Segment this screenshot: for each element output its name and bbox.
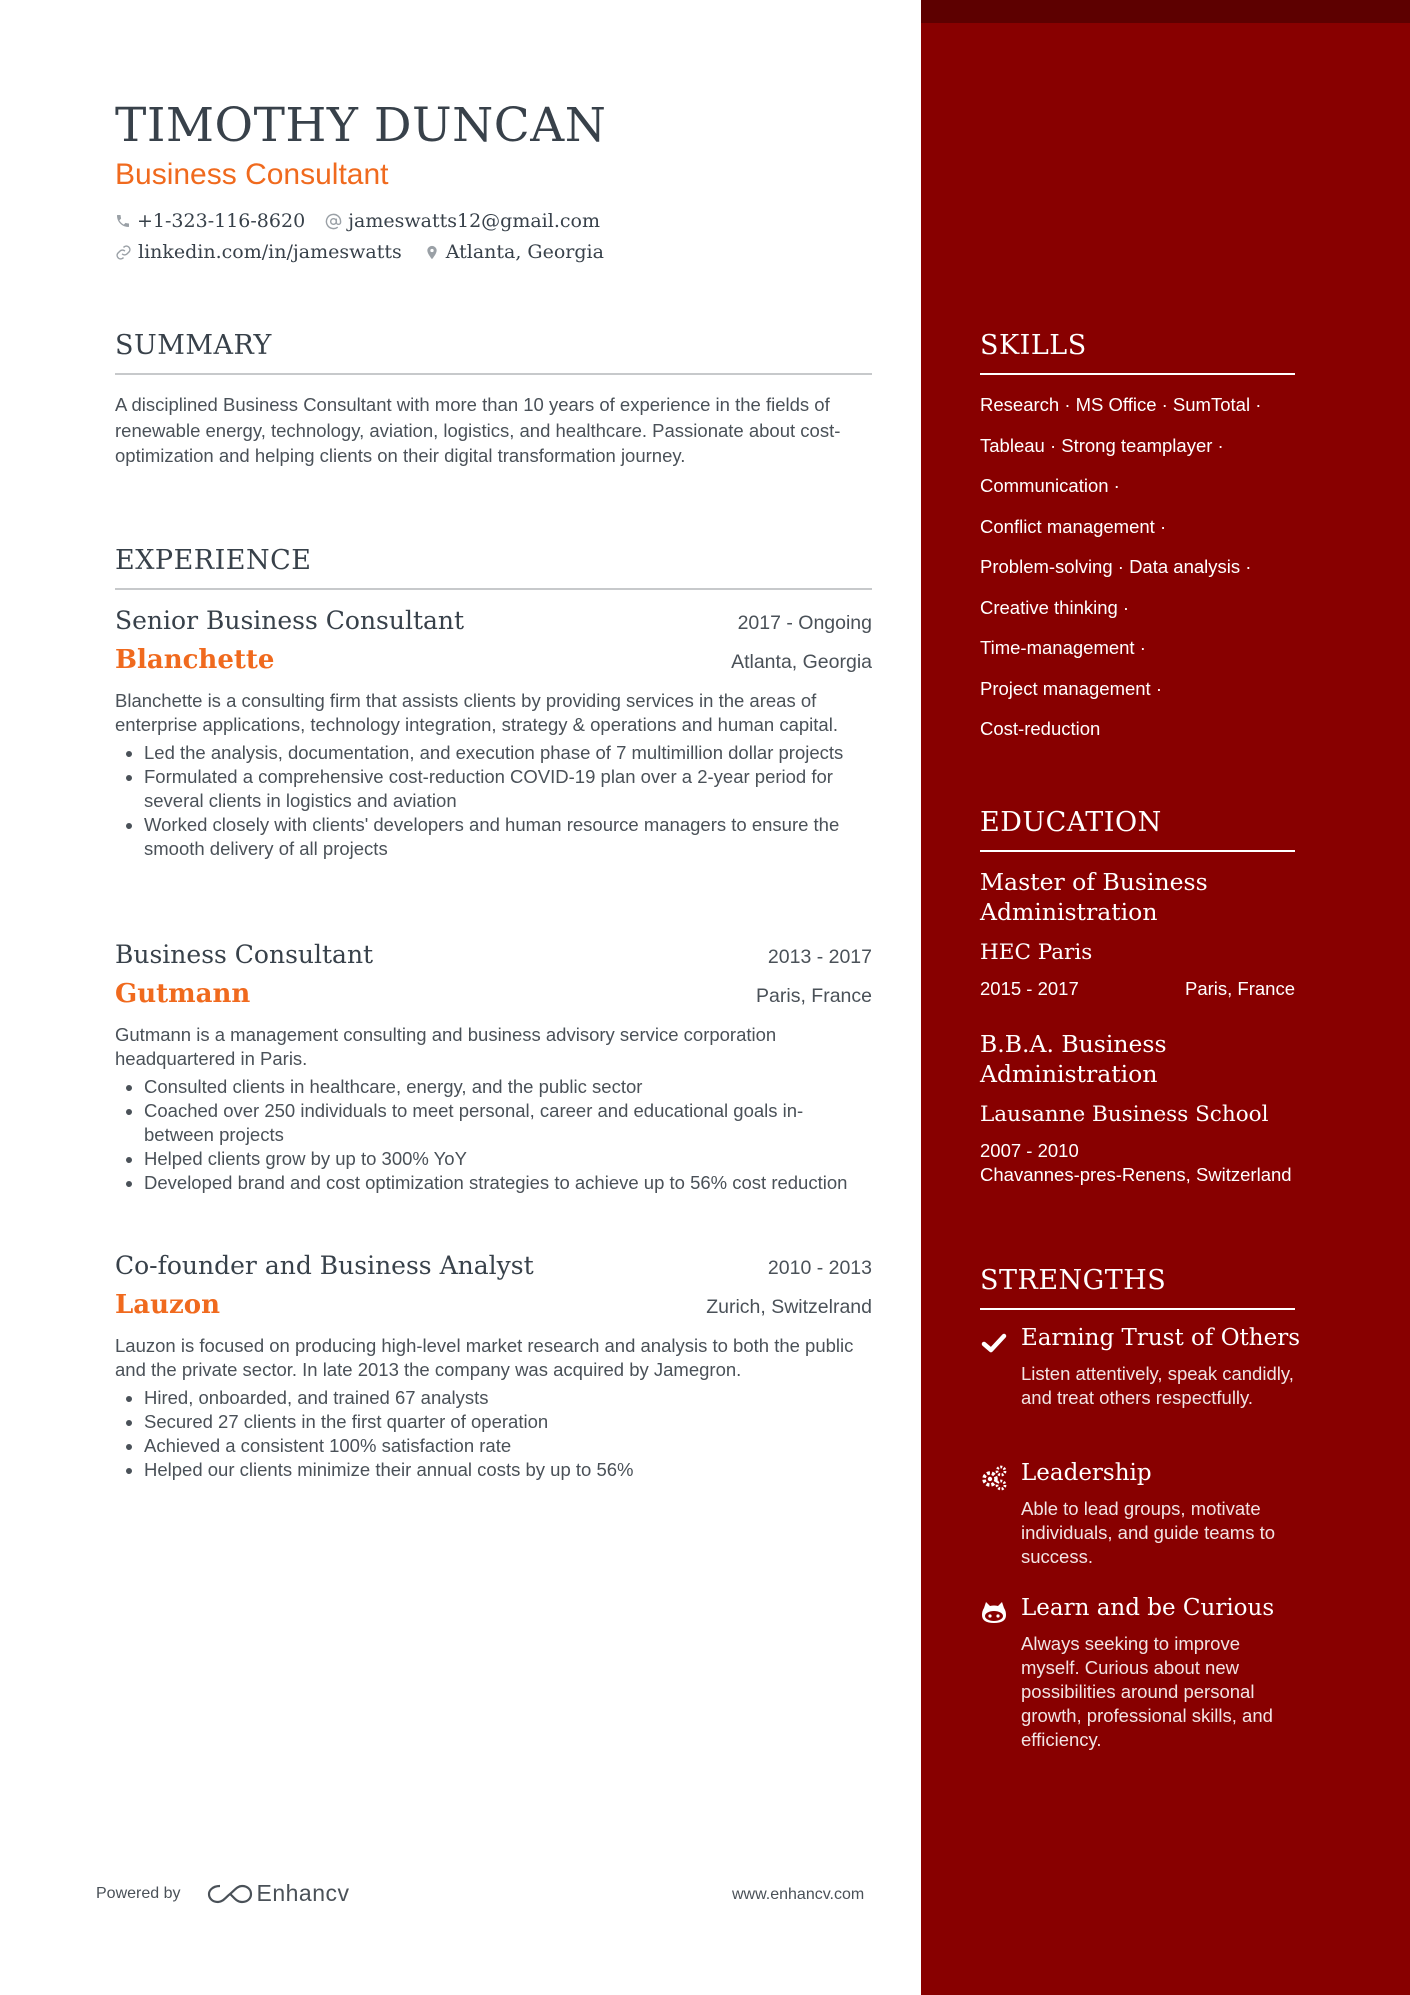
strength-title: Earning Trust of Others (1021, 1325, 1301, 1351)
email-item (325, 210, 600, 232)
job-bullets (115, 741, 872, 861)
location-item (424, 241, 604, 263)
job-date: 2017 - Ongoing (737, 612, 872, 634)
education-heading: EDUCATION (980, 807, 1295, 852)
skills-line: Project management · (980, 677, 1163, 699)
job-date: 2013 - 2017 (767, 946, 872, 968)
job-company: Gutmann (115, 979, 251, 1009)
contact-row-2 (115, 241, 624, 263)
skills-line: Research · MS Office · SumTotal · (980, 394, 1262, 415)
enhancv-brand[interactable]: Enhancv (256, 1880, 350, 1906)
edu-location: Chavannes-pres-Renens, Switzerland (980, 1164, 1292, 1185)
powered-by-label: Powered by (96, 1884, 181, 1902)
at-icon (325, 213, 342, 230)
job-company: Blanchette (115, 645, 275, 675)
job-location: Atlanta, Georgia (731, 651, 872, 673)
job-header (115, 940, 872, 969)
job-header (115, 606, 872, 635)
job-description: Lauzon is focused on producing high-level market research and analysis to both the public and the private sector. In late 2013 the company was acquired by Jamegron. (115, 1335, 854, 1380)
skills-heading: SKILLS (980, 330, 1295, 375)
job-company-row (115, 645, 872, 675)
location-text: Atlanta, Georgia (445, 241, 604, 263)
job-title: Senior Business Consultant (115, 606, 465, 635)
job-title: Co-founder and Business Analyst (115, 1251, 534, 1280)
sidebar (921, 0, 1410, 1995)
edu-school: HEC Paris (980, 940, 1093, 965)
footer-url[interactable]: www.enhancv.com (732, 1886, 865, 1903)
job-description: Gutmann is a management consulting and business advisory service corporation headquartered in Paris. (115, 1024, 777, 1069)
job-title: Business Consultant (115, 940, 374, 969)
email-link[interactable]: jameswatts12@gmail.com (348, 210, 600, 232)
job-bullets (115, 1075, 872, 1195)
sidebar-top-band (921, 0, 1410, 23)
strength-text: Listen attentively, speak candidly, and treat others respectfully. (1021, 1363, 1294, 1408)
gears-icon (980, 1464, 1008, 1492)
skills-line: Creative thinking · (980, 596, 1130, 618)
job-company: Lauzon (115, 1290, 221, 1320)
list-item: • Coached over 250 individuals to meet personal, career and educational goals in-between projects (144, 1099, 872, 1147)
summary-text: A disciplined Business Consultant with more than 10 years of experience in the fields of renewable energy, technology, aviation, logistics, and healthcare. Passionate about cost-optimization and helping clients on their digital transformation journey. (115, 394, 841, 466)
list-item: • Consulted clients in healthcare, energy, and the public sector (144, 1075, 872, 1099)
list-item: • Worked closely with clients' developers and human resource managers to ensure the smooth delivery of all projects (144, 813, 872, 861)
summary-heading: SUMMARY (115, 330, 872, 375)
job-location: Paris, France (756, 985, 872, 1007)
strength-text: Always seeking to improve myself. Curious about new possibilities around personal growth, professional skills, and efficiency. (1021, 1633, 1273, 1750)
skills-line: Cost-reduction (980, 718, 1101, 739)
list-item: • Formulated a comprehensive cost-reduction COVID-19 plan over a 2-year period for several clients in logistics and aviation (144, 765, 872, 813)
edu-degree: B.B.A. Business Administration (980, 1030, 1167, 1088)
list-item: • Secured 27 clients in the first quarter of operation (144, 1410, 872, 1434)
job-header (115, 1251, 872, 1280)
job-entry (115, 1251, 872, 1482)
candidate-role: Business Consultant (115, 158, 389, 191)
list-item: • Helped clients grow by up to 300% YoY (144, 1147, 872, 1171)
list-item: • Helped our clients minimize their annual costs by up to 56% (144, 1458, 872, 1482)
edu-meta (980, 978, 1295, 1000)
job-company-row (115, 979, 872, 1009)
skills-list (980, 385, 1295, 750)
list-item: • Led the analysis, documentation, and execution phase of 7 multimillion dollar projects (144, 741, 872, 765)
job-entry (115, 606, 872, 861)
education-entry (980, 867, 1295, 1000)
skills-line: Tableau · Strong teamplayer · (980, 434, 1224, 456)
checkmark-icon (980, 1329, 1008, 1357)
powered-by (96, 1880, 350, 1907)
list-item: • Hired, onboarded, and trained 67 analysts (144, 1386, 872, 1410)
strength-title: Learn and be Curious (1021, 1595, 1275, 1621)
edu-dates: 2007 - 2010 (980, 1140, 1079, 1161)
strength-title: Leadership (1021, 1460, 1152, 1486)
job-entry (115, 940, 872, 1195)
phone-icon (115, 213, 131, 229)
edu-location: Paris, France (1184, 978, 1295, 999)
skills-line: Conflict management · (980, 515, 1167, 537)
job-company-row (115, 1290, 872, 1320)
link-icon (115, 244, 132, 261)
location-pin-icon (424, 244, 440, 261)
skills-line: Problem-solving · Data analysis · (980, 556, 1252, 577)
education-entry (980, 1029, 1295, 1187)
list-item: • Achieved a consistent 100% satisfaction rate (144, 1434, 872, 1458)
phone-item (115, 210, 305, 232)
strength-text: Able to lead groups, motivate individuals, and guide teams to success. (1021, 1498, 1276, 1567)
phone-text[interactable]: +1-323-116-8620 (137, 210, 306, 232)
contact-row-1 (115, 210, 620, 232)
experience-heading: EXPERIENCE (115, 545, 872, 590)
skills-line: Time-management · (980, 637, 1146, 658)
linkedin-link[interactable]: linkedin.com/in/jameswatts (138, 241, 402, 263)
enhancv-logo-icon (207, 1882, 253, 1906)
job-date: 2010 - 2013 (767, 1257, 872, 1279)
strengths-heading: STRENGTHS (980, 1265, 1295, 1310)
edu-school: Lausanne Business School (980, 1102, 1269, 1127)
skills-line: Communication · (980, 475, 1120, 496)
edu-dates: 2015 - 2017 (980, 978, 1079, 999)
job-description: Blanchette is a consulting firm that assists clients by providing services in the areas of enterprise applications, technology integration, strategy & operations and human capital. (115, 690, 838, 735)
candidate-name: TIMOTHY DUNCAN (115, 98, 607, 153)
list-item: • Developed brand and cost optimization strategies to achieve up to 56% cost reduction (144, 1171, 872, 1195)
job-bullets (115, 1386, 872, 1482)
github-cat-icon (980, 1599, 1008, 1627)
linkedin-item (115, 241, 402, 263)
edu-degree: Master of Business Administration (980, 868, 1208, 926)
job-location: Zurich, Switzelrand (706, 1296, 872, 1318)
